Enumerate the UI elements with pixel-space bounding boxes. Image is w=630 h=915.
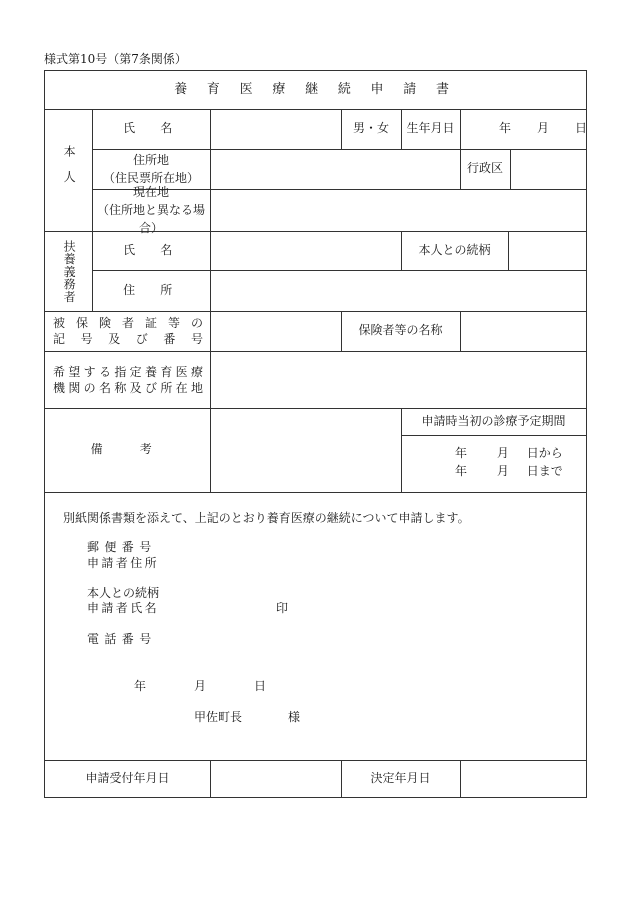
patient-name-field[interactable] — [210, 109, 341, 149]
phone-label: 電話番号 — [87, 632, 157, 646]
guardian-name-label: 氏 名 — [123, 242, 179, 257]
applicant-name-label: 申請者氏名 — [87, 601, 160, 615]
dob-day-unit: 日 — [575, 121, 588, 136]
dob-month-unit: 月 — [537, 121, 550, 136]
insurance-number-field[interactable] — [210, 311, 341, 351]
insurance-label-line1: 被保険者証等の — [53, 316, 203, 330]
decision-date-label: 決定年月日 — [370, 770, 431, 785]
date-year: 年 — [134, 679, 147, 693]
current-address-line1: 現在地 — [132, 185, 169, 199]
received-date-label: 申請受付年月日 — [85, 770, 170, 785]
guardian-section-text: 扶養義務者 — [62, 239, 77, 303]
institution-label — [53, 364, 203, 396]
period-from-month: 月 — [496, 446, 509, 460]
period-to-suffix: 日まで — [526, 464, 563, 478]
rule-period-header — [401, 435, 586, 436]
patient-dob-field[interactable] — [460, 109, 586, 149]
insurance-number-label — [53, 315, 203, 347]
period-from-year: 年 — [455, 446, 468, 460]
insurer-name-field[interactable] — [460, 311, 586, 351]
guardian-section-label — [45, 231, 92, 311]
decision-date-field[interactable] — [460, 760, 586, 797]
form-title: 養 育 医 療 継 続 申 請 書 — [174, 81, 457, 97]
remarks-label: 備 考 — [90, 442, 165, 457]
form-number: 様式第10号（第7条関係） — [44, 52, 187, 66]
seal-mark: 印 — [276, 601, 289, 615]
period-label: 申請時当初の診療予定期間 — [421, 413, 566, 428]
guardian-relation-field[interactable] — [508, 231, 586, 270]
institution-field[interactable] — [210, 351, 586, 408]
date-month: 月 — [194, 679, 207, 693]
period-to-month: 月 — [496, 464, 509, 478]
date-day: 日 — [254, 679, 267, 693]
period-to-year: 年 — [455, 464, 468, 478]
guardian-relation-label: 本人との続柄 — [418, 242, 491, 257]
patient-sex-choice[interactable]: 男・女 — [352, 121, 389, 136]
patient-dob-label: 生年月日 — [406, 121, 455, 136]
applicant-relation-label: 本人との続柄 — [87, 586, 160, 600]
application-form — [44, 70, 587, 798]
remarks-field[interactable] — [210, 408, 401, 492]
period-to[interactable] — [401, 463, 586, 479]
insurance-label-line2: 記号及び番号 — [53, 332, 203, 346]
patient-section-text: 本人 — [62, 144, 77, 196]
dob-year-unit: 年 — [498, 121, 511, 136]
received-date-field[interactable] — [210, 760, 341, 797]
current-address-field[interactable] — [210, 189, 586, 231]
addressee: 甲佐町長 — [194, 710, 243, 724]
postal-code-label: 郵便番号 — [87, 540, 157, 554]
guardian-name-field[interactable] — [210, 231, 401, 270]
institution-label-line1: 希望する指定養育医療 — [53, 365, 203, 379]
insurer-name-label: 保険者等の名称 — [358, 323, 443, 338]
ward-field[interactable] — [510, 149, 586, 189]
current-address-label — [92, 185, 210, 235]
guardian-address-label: 住 所 — [123, 282, 179, 297]
period-from[interactable] — [401, 445, 586, 461]
patient-address-field[interactable] — [210, 149, 460, 189]
address-label-line2: （住民票所在地） — [102, 171, 199, 185]
patient-section-label — [45, 109, 92, 231]
guardian-address-field[interactable] — [210, 270, 586, 311]
institution-label-line2: 機関の名称及び所在地 — [53, 381, 203, 395]
current-address-line2: （住所地と異なる場合） — [96, 203, 205, 235]
declaration-statement: 別紙関係書類を添えて、上記のとおり養育医療の継続について申請します。 — [63, 511, 470, 525]
applicant-address-label: 申請者住所 — [87, 556, 160, 570]
period-from-suffix: 日から — [526, 446, 563, 460]
patient-name-label: 氏 名 — [123, 121, 179, 136]
addressee-honorific: 様 — [288, 710, 301, 724]
address-label-line1: 住所地 — [132, 153, 169, 167]
rule-remarks-bottom — [45, 492, 586, 493]
ward-label: 行政区 — [466, 161, 503, 176]
